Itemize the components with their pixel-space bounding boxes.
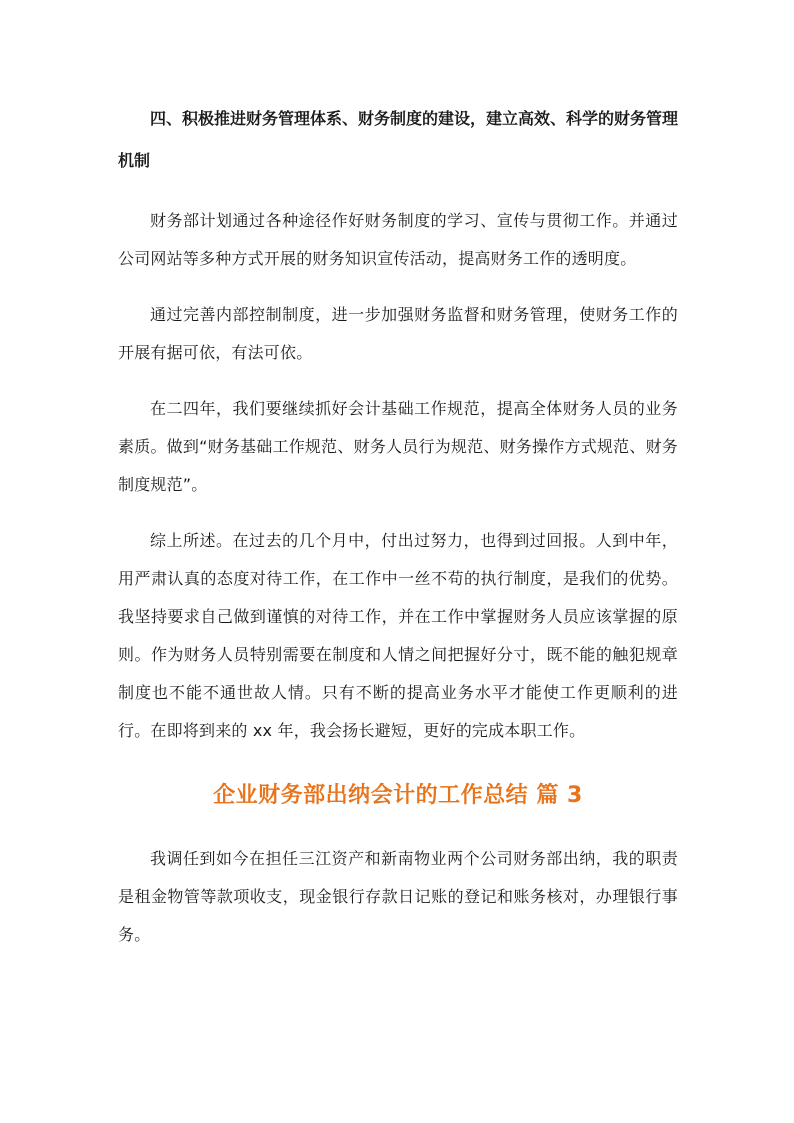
document-page [118, 98, 678, 954]
paragraph-2: 通过完善内部控制制度，进一步加强财务监督和财务管理，使财务工作的开展有据可依，有法可依。 [118, 305, 678, 362]
paragraph-4: 综上所述。在过去的几个月中，付出过努力，也得到过回报。人到中年，用严肃认真的态度对待工作，在工作中一丝不苟的执行制度，是我们的优势。我坚持要求自己做到谨慎的对待工作，并在工作中掌握财务人员应该掌握的原则。作为财务人员特别需要在制度和人情之间把握好分寸，既不能的触犯规章制度也不能不通世故人情。只有不断的提高业务水平才能使工作更顺利的进行。在即将到来的 xx 年，我会扬长避短，更好的完成本职工作。 [118, 531, 678, 740]
paragraph-3: 在二四年，我们要继续抓好会计基础工作规范，提高全体财务人员的业务素质。做到“财务基础工作规范、财务人员行为规范、财务操作方式规范、财务制度规范”。 [118, 399, 678, 494]
paragraph-1: 财务部计划通过各种途径作好财务制度的学习、宣传与贯彻工作。并通过公司网站等多种方式开展的财务知识宣传活动，提高财务工作的透明度。 [118, 211, 678, 268]
section-heading: 四、积极推进财务管理体系、财务制度的建设，建立高效、科学的财务管理机制 [118, 109, 679, 170]
section-title: 企业财务部出纳会计的工作总结 篇 3 [213, 783, 583, 808]
closing-paragraph: 我调任到如今在担任三江资产和新南物业两个公司财务部出纳，我的职责是租金物管等款项收支，现金银行存款日记账的登记和账务核对，办理银行事务。 [118, 849, 678, 944]
